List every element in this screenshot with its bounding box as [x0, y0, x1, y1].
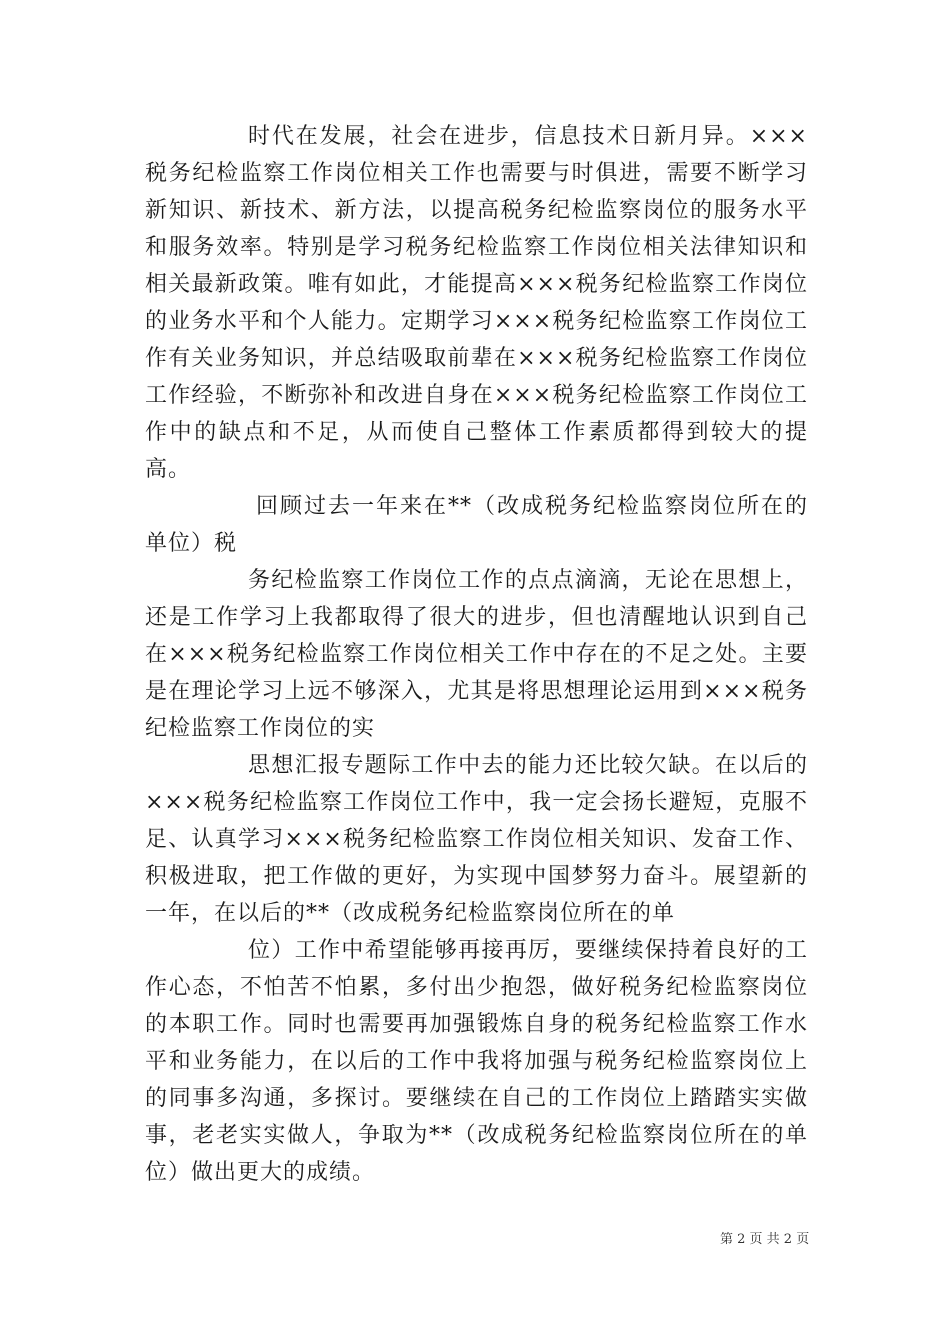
- document-body: [145, 118, 808, 1191]
- paragraph-2: 回顾过去一年来在**（改成税务纪检监察岗位所在的单位）税: [145, 494, 808, 556]
- page-number-footer: 第 2 页 共 2 页: [720, 1232, 810, 1247]
- paragraph-5: 位）工作中希望能够再接再厉，要继续保持着良好的工作心态，不怕苦不怕累，多付出少抱怨，做好税务纪检监察岗位的本职工作。同时也需要再加强锻炼自身的税务纪检监察工作水平和业务能力，在以后的工作中我将加强与税务纪检监察岗位上的同事多沟通，多探讨。要继续在自己的工作岗位上踏踏实实做事，老老实实做人，争取为**（改成税务纪检监察岗位所在的单位）做出更大的成绩。: [145, 938, 808, 1185]
- paragraph-1: 时代在发展，社会在进步，信息技术日新月异。×××税务纪检监察工作岗位相关工作也需要与时俱进，需要不断学习新知识、新技术、新方法，以提高税务纪检监察岗位的服务水平和服务效率。特别是学习税务纪检监察工作岗位相关法律知识和相关最新政策。唯有如此，才能提高×××税务纪检监察工作岗位的业务水平和个人能力。定期学习×××税务纪检监察工作岗位工作有关业务知识，并总结吸取前辈在×××税务纪检监察工作岗位工作经验，不断弥补和改进自身在×××税务纪检监察工作岗位工作中的缺点和不足，从而使自己整体工作素质都得到较大的提高。: [145, 124, 808, 482]
- paragraph-3: 务纪检监察工作岗位工作的点点滴滴，无论在思想上，还是工作学习上我都取得了很大的进步，但也清醒地认识到自己在×××税务纪检监察工作岗位相关工作中存在的不足之处。主要是在理论学习上远不够深入，尤其是将思想理论运用到×××税务纪检监察工作岗位的实: [145, 568, 808, 741]
- paragraph-4: 思想汇报专题际工作中去的能力还比较欠缺。在以后的×××税务纪检监察工作岗位工作中，我一定会扬长避短，克服不足、认真学习×××税务纪检监察工作岗位相关知识、发奋工作、积极进取，把工作做的更好，为实现中国梦努力奋斗。展望新的一年，在以后的**（改成税务纪检监察岗位所在的单: [145, 753, 808, 926]
